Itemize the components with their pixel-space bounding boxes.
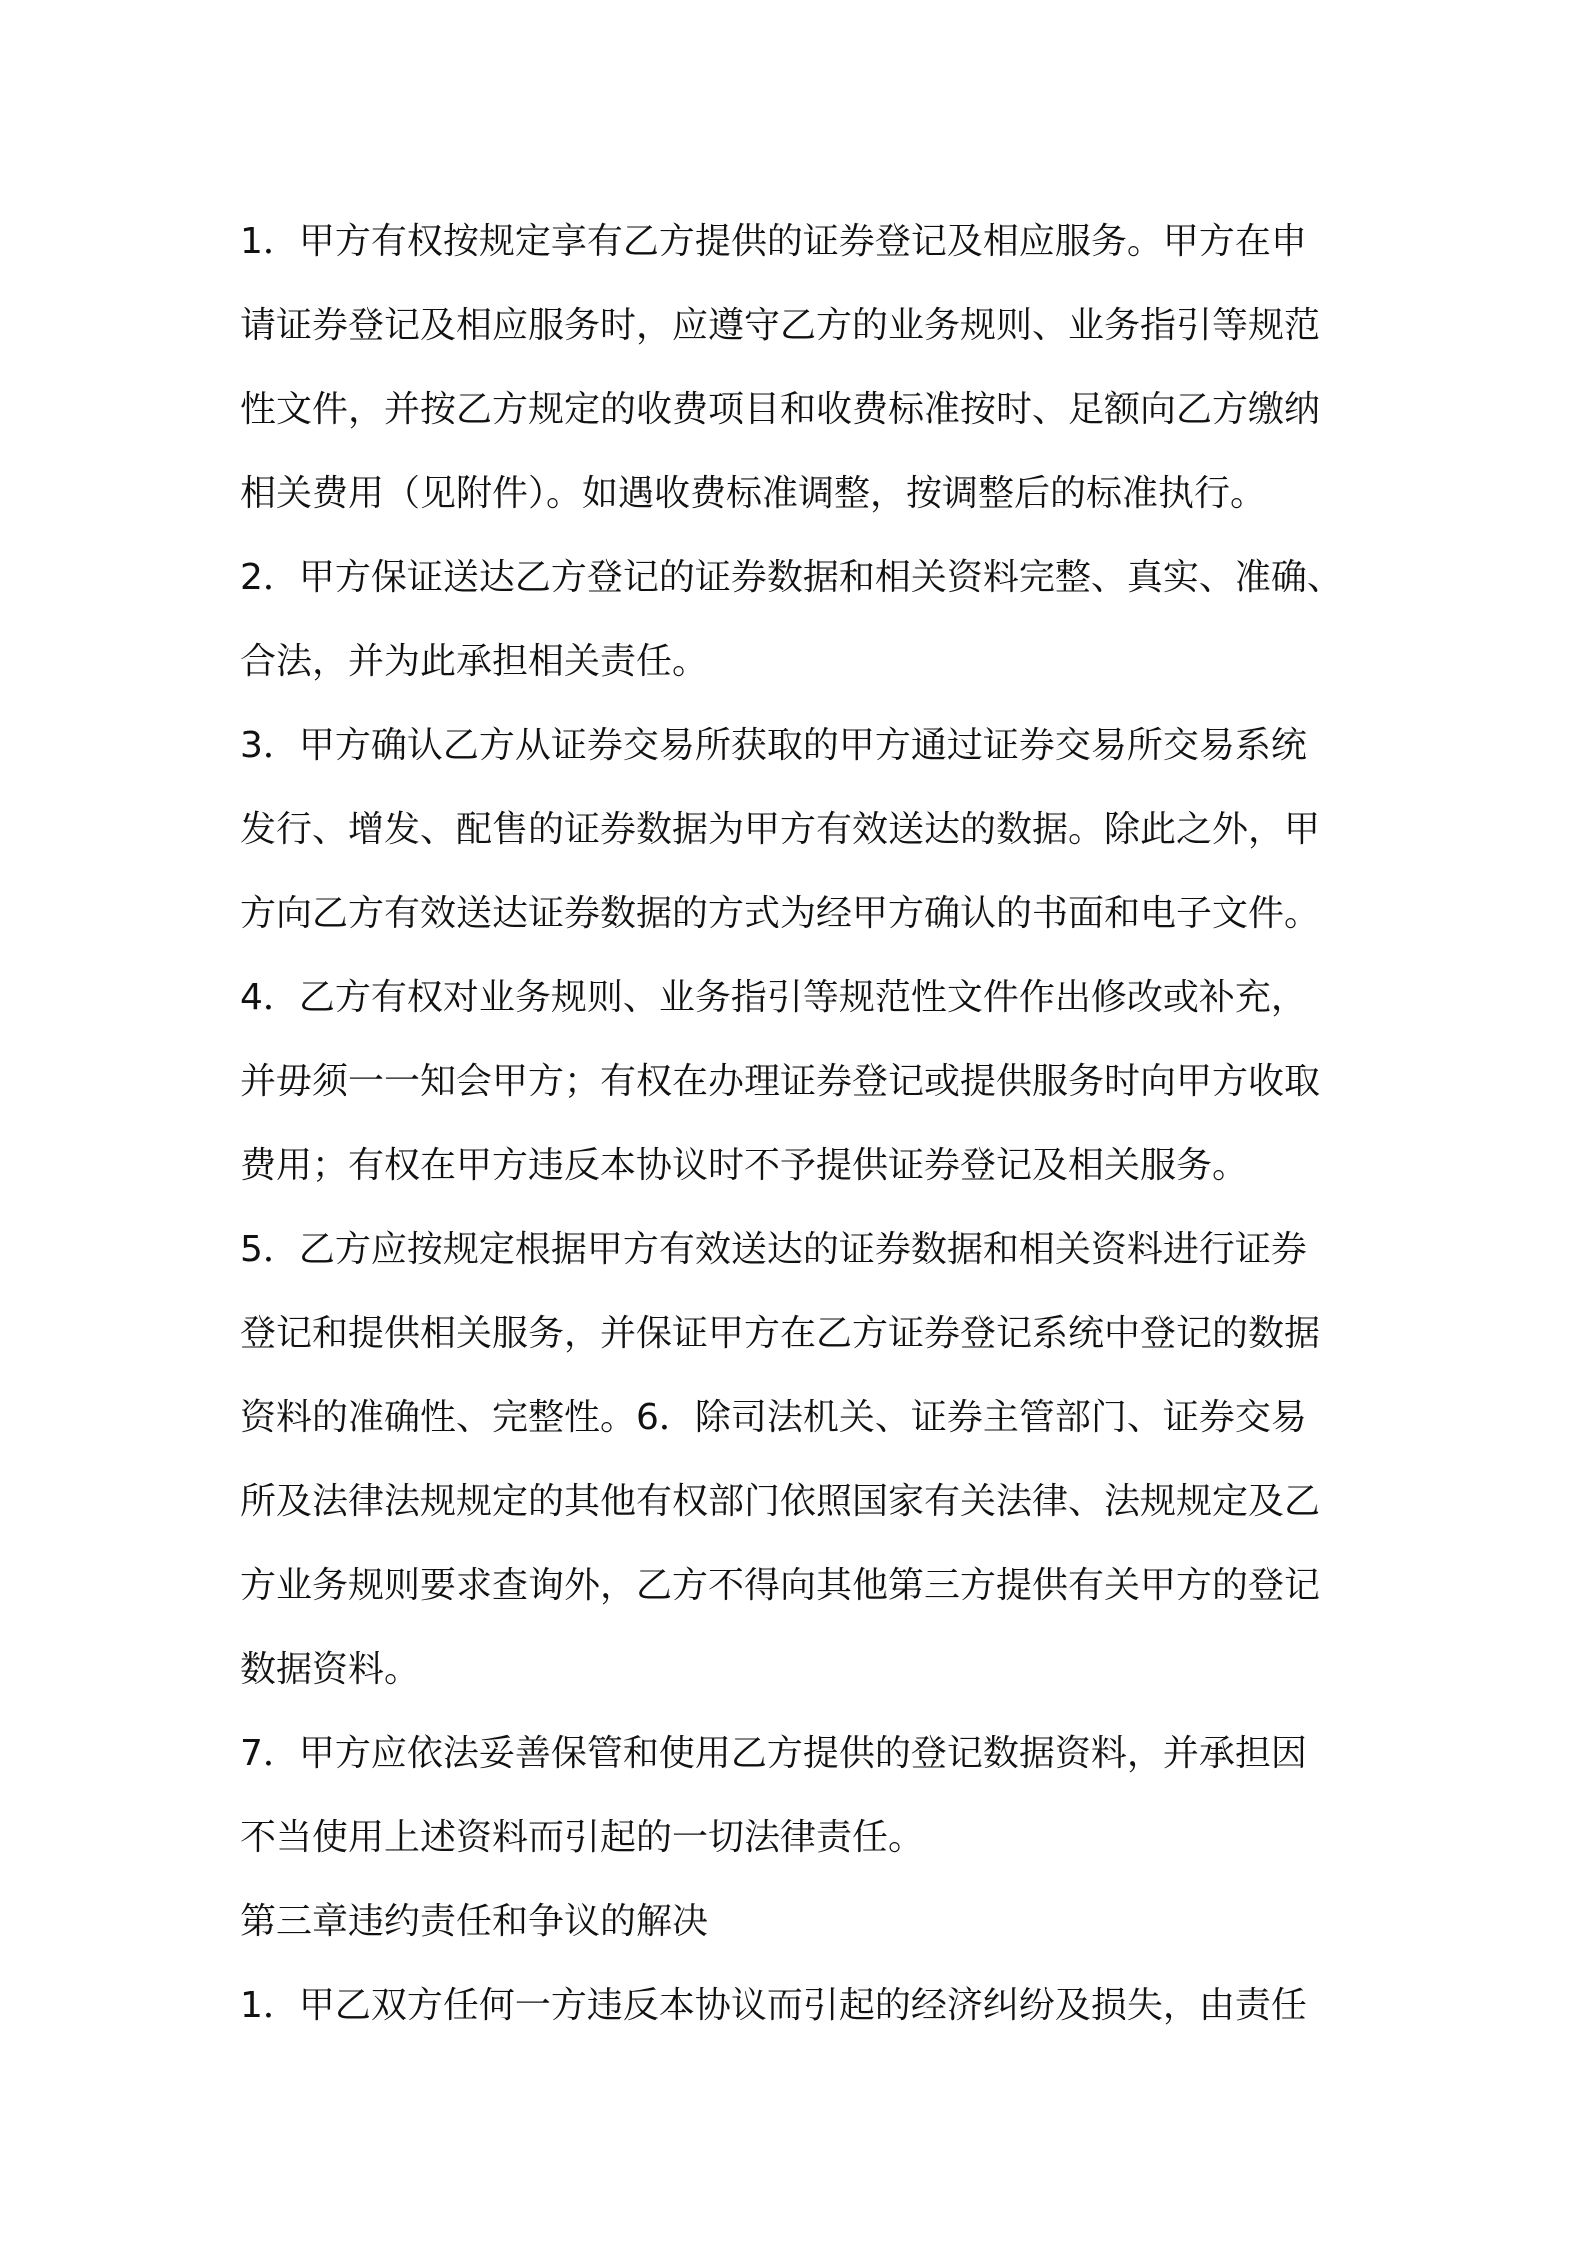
text-line-16: 所及法律法规规定的其他有权部门依照国家有关法律、法规规定及乙 [240, 1481, 1321, 1522]
text-line-9: 方向乙方有效送达证券数据的方式为经甲方确认的书面和电子文件。 [240, 893, 1321, 934]
text-line-3: 性文件，并按乙方规定的收费项目和收费标准按时、足额向乙方缴纳 [240, 389, 1321, 430]
text-line-12: 费用；有权在甲方违反本协议时不予提供证券登记及相关服务。 [240, 1145, 1249, 1186]
text-line-22: 1．甲乙双方任何一方违反本协议而引起的经济纠纷及损失，由责任 [240, 1985, 1307, 2026]
text-line-5: 2．甲方保证送达乙方登记的证券数据和相关资料完整、真实、准确、 [240, 557, 1343, 598]
text-line-8: 发行、增发、配售的证券数据为甲方有效送达的数据。除此之外，甲 [240, 809, 1321, 850]
text-line-6: 合法，并为此承担相关责任。 [240, 641, 709, 682]
text-line-11: 并毋须一一知会甲方；有权在办理证券登记或提供服务时向甲方收取 [240, 1061, 1321, 1102]
text-line-7: 3．甲方确认乙方从证券交易所获取的甲方通过证券交易所交易系统 [240, 725, 1307, 766]
text-line-2: 请证券登记及相应服务时，应遵守乙方的业务规则、业务指引等规范 [240, 305, 1321, 346]
text-line-13: 5．乙方应按规定根据甲方有效送达的证券数据和相关资料进行证券 [240, 1229, 1307, 1270]
text-line-14: 登记和提供相关服务，并保证甲方在乙方证券登记系统中登记的数据 [240, 1313, 1321, 1354]
text-line-18: 数据资料。 [240, 1649, 421, 1690]
text-line-15: 资料的准确性、完整性。6．除司法机关、证券主管部门、证券交易 [240, 1397, 1307, 1438]
text-line-19: 7．甲方应依法妥善保管和使用乙方提供的登记数据资料，并承担因 [240, 1733, 1307, 1774]
document-body [240, 200, 1370, 2048]
text-line-4: 相关费用（见附件）。如遇收费标准调整，按调整后的标准执行。 [240, 473, 1267, 514]
text-line-17: 方业务规则要求查询外，乙方不得向其他第三方提供有关甲方的登记 [240, 1565, 1321, 1606]
text-line-10: 4．乙方有权对业务规则、业务指引等规范性文件作出修改或补充， [240, 977, 1307, 1018]
chapter-heading: 第三章违约责任和争议的解决 [240, 1901, 709, 1942]
text-line-20: 不当使用上述资料而引起的一切法律责任。 [240, 1817, 925, 1858]
text-line-1: 1．甲方有权按规定享有乙方提供的证券登记及相应服务。甲方在申 [240, 221, 1307, 262]
